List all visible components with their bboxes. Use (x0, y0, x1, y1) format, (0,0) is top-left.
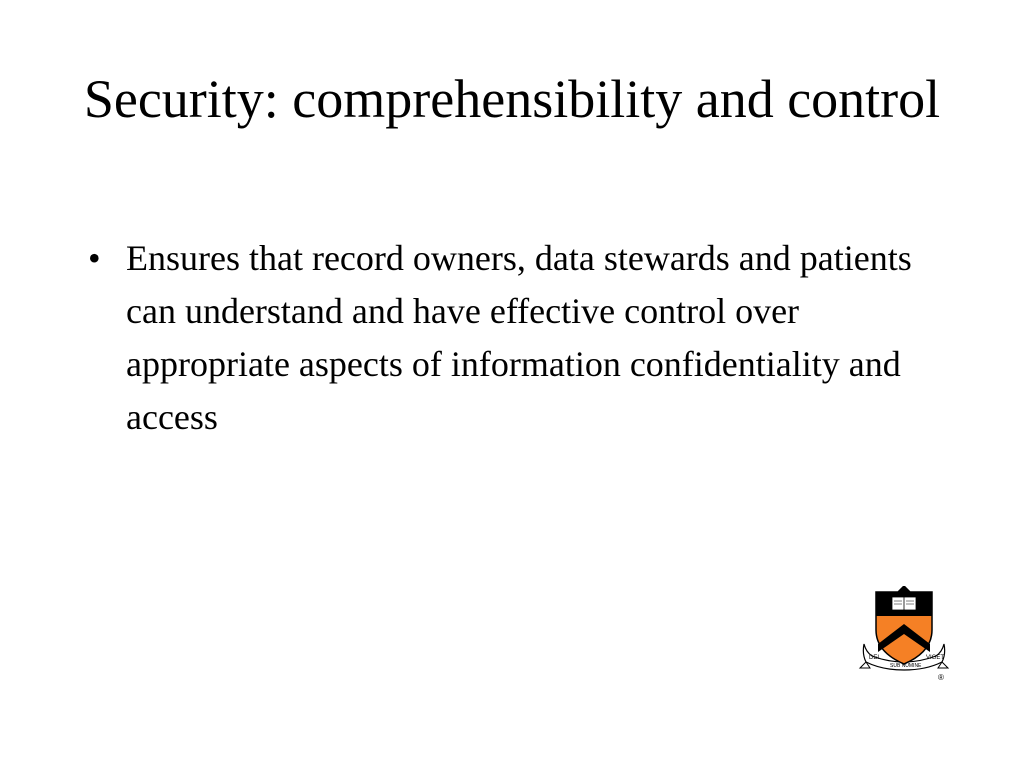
ribbon-word-center: SUB NUMINE (890, 663, 922, 669)
bullet-dot-icon: • (88, 238, 101, 278)
ribbon-word-right: VIGET (926, 655, 945, 661)
shield-crest-icon (858, 586, 950, 684)
bullet-list (88, 232, 948, 444)
bullet-item (88, 232, 948, 444)
slide-title: Security: comprehensibility and control (83, 69, 941, 129)
ribbon-word-left: DEI (869, 655, 880, 661)
registered-mark: ® (938, 673, 944, 682)
bullet-text: Ensures that record owners, data stewards and patients can understand and have effective control over appropriate aspects of information confidentiality and access (126, 238, 912, 437)
